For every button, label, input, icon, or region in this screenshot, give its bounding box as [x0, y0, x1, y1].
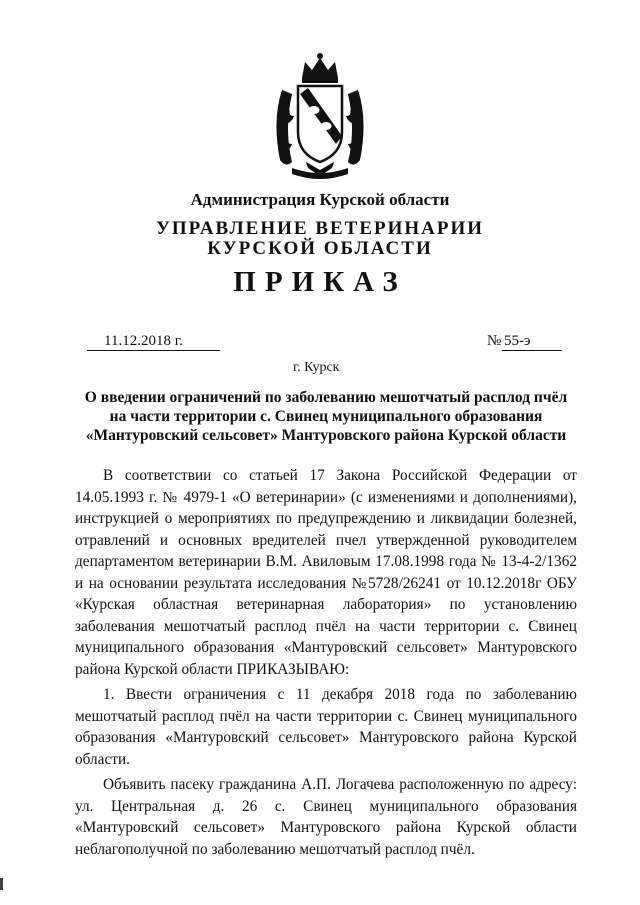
department-name-line2: КУРСКОЙ ОБЛАСТИ: [207, 238, 433, 259]
paragraph-item-1: 1. Ввести ограничения с 11 декабря 2018 года по заболеванию мешотчатый расплод пчёл на части территории с. Свинец муниципального образования «Мантуровский сельсовет» Мантуровского района Курской области.: [75, 686, 577, 768]
order-title: О введении ограничений по заболеванию мешотчатый расплод пчёл на части территории с. Свинец муниципального образования «Мантуровский сельсовет» Мантуровского района Курской области: [84, 389, 568, 444]
paragraph-preamble: В соответствии со статьей 17 Закона Российской Федерации от 14.05.1993 г. № 4979-1 «О ветеринарии» (с изменениями и дополнениями), инструкцией о мероприятиях по предупреждению и ликвидации болезней, отравлений и основных вредителей пчел утвержденной руководителем департаментом ветеринарии В.М. Авиловым 17.08.1998 года № 13-4-2/1362 и на основании результата исследования №5728/26241 от 10.12.2018г ОБУ «Курская областная ветеринарная лаборатория» по установлению заболевания мешотчатый расплод пчёл на части территории с. Свинец муниципального образования «Мантуровский сельсовет» Мантуровского района Курской области ПРИКАЗЫВАЮ:: [75, 467, 577, 678]
department-name-line1: УПРАВЛЕНИЕ ВЕТЕРИНАРИИ: [155, 218, 485, 239]
order-number: 55-э: [502, 333, 562, 351]
administration-name: Администрация Курской области: [190, 190, 450, 209]
scan-margin-mark: [0, 878, 3, 890]
order-body: [75, 465, 577, 864]
coat-of-arms-icon: [262, 50, 378, 184]
document-type: ПРИКАЗ: [233, 266, 407, 298]
city-name: г. Курск: [293, 360, 340, 375]
order-date: 11.12.2018 г.: [87, 333, 220, 351]
order-number-label: №: [487, 333, 502, 349]
paragraph-apiary: Объявить пасеку гражданина А.П. Логачева расположенную по адресу: ул. Центральная д. 26 с. Свинец муниципального образования «Мантуровский сельсовет» Мантуровского района Курской области неблагополучной по заболеванию мешотчатый расплод пчёл.: [75, 776, 577, 858]
